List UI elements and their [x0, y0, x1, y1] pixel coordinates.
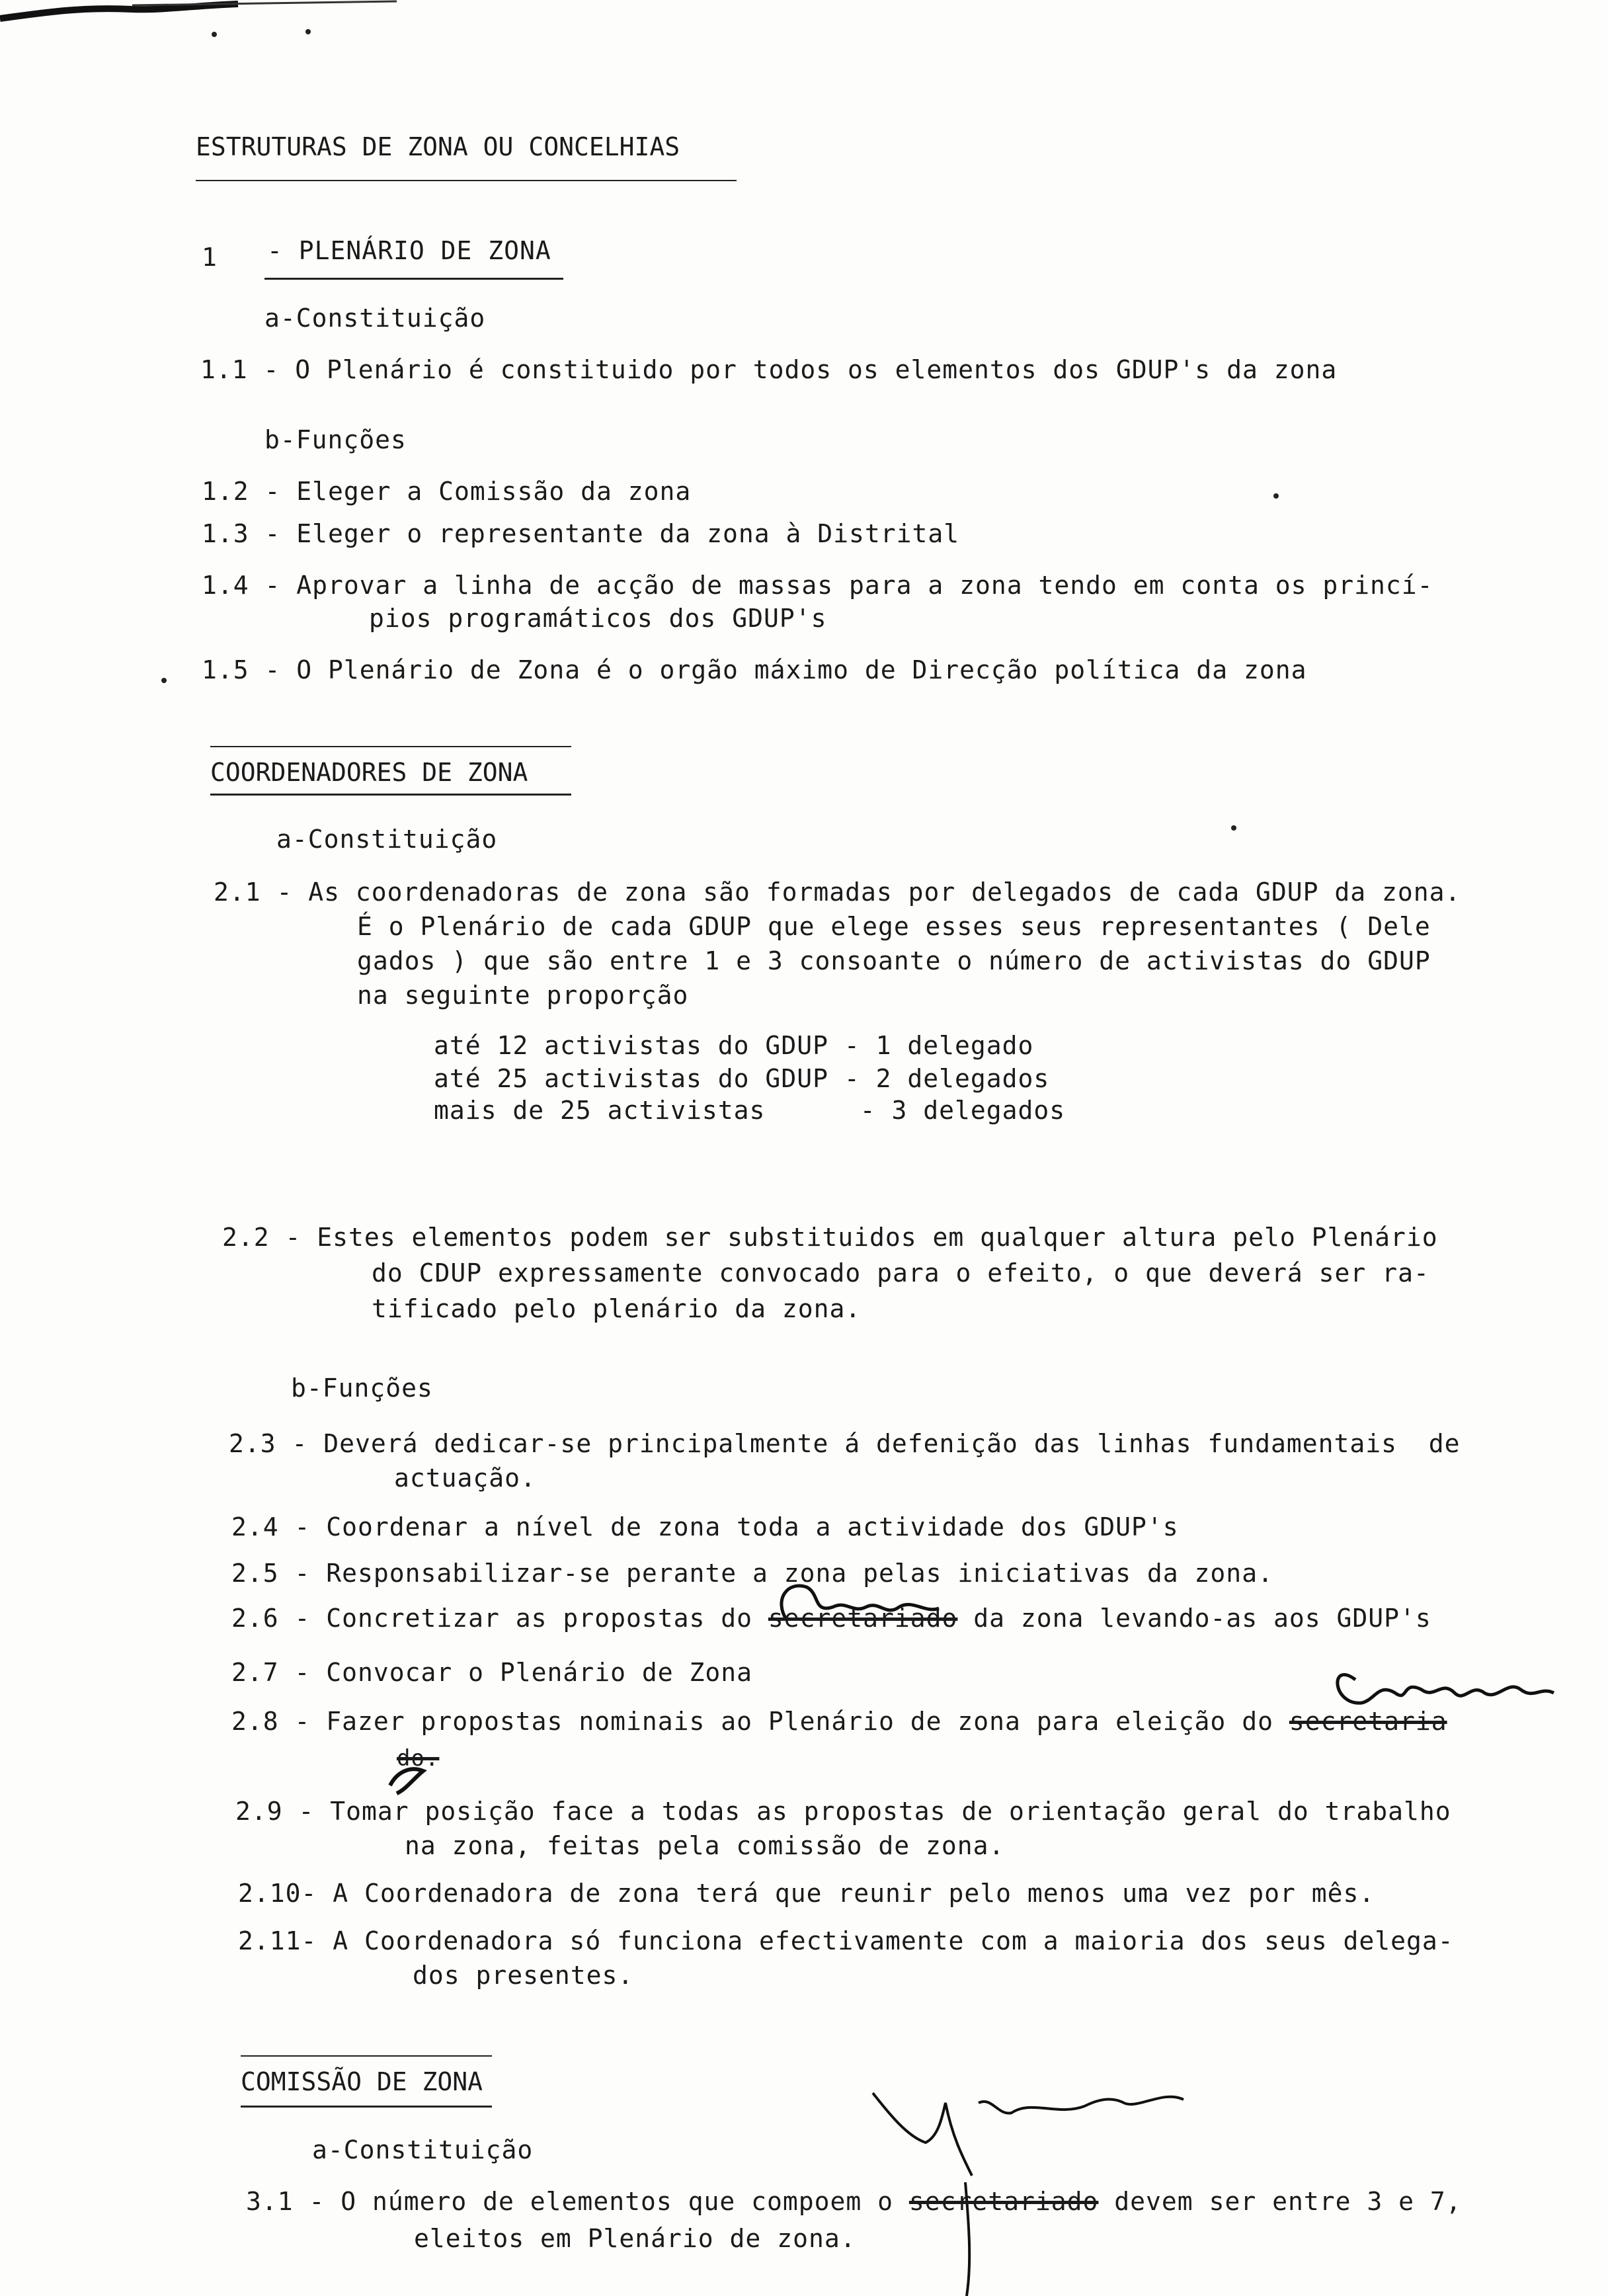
clause-3-1-text: 3.1 - O número de elementos que compoem o: [246, 2187, 909, 2216]
section-rule: [264, 278, 563, 280]
struck-word-secretaria: secretaria: [1289, 1707, 1447, 1736]
clause-2-3: 2.3 - Deverá dedicar-se principalmente á defenição das linhas fundamentais de: [229, 1429, 1461, 1458]
proportion-row: até 25 activistas do GDUP - 2 delegados: [434, 1064, 1050, 1093]
struck-word-secretariado: secretariado: [768, 1604, 958, 1633]
clause-2-6-text-end: da zona levando-as aos GDUP's: [957, 1604, 1431, 1633]
clause-2-6-text: 2.6 - Concretizar as propostas do: [231, 1604, 768, 1633]
clause-2-2-cont: do CDUP expressamente convocado para o efeito, o que deverá ser ra-: [372, 1258, 1429, 1288]
heading-constituicao: a-Constituição: [276, 825, 498, 854]
clause-2-10: 2.10- A Coordenadora de zona terá que reunir pelo menos uma vez por mês.: [238, 1879, 1375, 1908]
clause-2-8-text: 2.8 - Fazer propostas nominais ao Plenário de zona para eleição do: [231, 1707, 1289, 1736]
section-rule: [241, 2106, 492, 2108]
proportion-row: mais de 25 activistas - 3 delegados: [434, 1096, 1066, 1125]
clause-2-7: 2.7 - Convocar o Plenário de Zona: [231, 1658, 752, 1687]
heading-constituicao: a-Constituição: [264, 304, 486, 333]
clause-3-1-cont: eleitos em Plenário de zona.: [414, 2224, 856, 2253]
clause-2-8: [231, 1706, 1447, 1737]
clause-1-4: 1.4 - Aprovar a linha de acção de massas para a zona tendo em conta os princí-: [202, 571, 1433, 600]
scan-dot: [1231, 825, 1236, 831]
heading-funcoes: b-Funções: [264, 425, 407, 454]
clause-1-3: 1.3 - Eleger o representante da zona à Distrital: [202, 519, 960, 548]
scan-dot: [212, 32, 217, 37]
clause-2-2-cont: tificado pelo plenário da zona.: [372, 1294, 862, 1323]
clause-2-11: 2.11- A Coordenadora só funciona efectivamente com a maioria dos seus delega-: [238, 1926, 1454, 1955]
section-title-comissao: COMISSÃO DE ZONA: [241, 2067, 483, 2096]
subsection-title-plenario: - PLENÁRIO DE ZONA: [267, 236, 551, 265]
clause-2-1-cont: É o Plenário de cada GDUP que elege esses seus representantes ( Dele: [357, 912, 1431, 941]
clause-2-2: 2.2 - Estes elementos podem ser substituidos em qualquer altura pelo Plenário: [222, 1223, 1438, 1252]
clause-3-1-text-end: devem ser entre 3 e 7,: [1098, 2187, 1462, 2216]
clause-2-9-cont: na zona, feitas pela comissão de zona.: [405, 1831, 1005, 1860]
clause-1-1: 1.1 - O Plenário é constituido por todos os elementos dos GDUP's da zona: [200, 355, 1338, 384]
clause-2-1: 2.1 - As coordenadoras de zona são formadas por delegados de cada GDUP da zona.: [214, 878, 1461, 907]
section-title-coordenadores: COORDENADORES DE ZONA: [210, 758, 528, 787]
heading-constituicao: a-Constituição: [312, 2135, 534, 2164]
clause-1-5: 1.5 - O Plenário de Zona é o orgão máximo de Direcção política da zona: [202, 655, 1307, 684]
clause-1-4-cont: pios programáticos dos GDUP's: [369, 604, 827, 633]
section-title-estruturas: ESTRUTURAS DE ZONA OU CONCELHIAS: [196, 132, 680, 161]
clause-2-9: 2.9 - Tomar posição face a todas as propostas de orientação geral do trabalho: [235, 1797, 1451, 1826]
heading-funcoes: b-Funções: [291, 1374, 433, 1403]
scan-dot: [1273, 493, 1279, 499]
clause-2-6: [231, 1603, 1431, 1633]
struck-word-secretariado: secretariado: [908, 2187, 1099, 2216]
clause-2-1-cont: gados ) que são entre 1 e 3 consoante o número de activistas do GDUP: [357, 946, 1431, 975]
section-rule: [196, 180, 737, 181]
handwritten-correction-comissao: [1338, 1674, 1554, 1703]
clause-2-11-cont: dos presentes.: [413, 1961, 634, 1990]
section-rule: [210, 794, 571, 796]
item-number-1: 1: [202, 243, 218, 272]
clause-2-1-cont: na seguinte proporção: [357, 981, 689, 1010]
clause-2-3-cont: actuação.: [394, 1463, 536, 1493]
scan-dot: [161, 678, 167, 683]
clause-2-5: 2.5 - Responsabilizar-se perante a zona pelas iniciativas da zona.: [231, 1559, 1273, 1588]
clause-3-1: [246, 2186, 1462, 2217]
clause-1-2: 1.2 - Eleger a Comissão da zona: [202, 477, 692, 506]
section-rule: [210, 746, 571, 747]
proportion-row: até 12 activistas do GDUP - 1 delegado: [434, 1031, 1034, 1060]
scan-dot: [305, 29, 311, 34]
clause-2-4: 2.4 - Coordenar a nível de zona toda a actividade dos GDUP's: [231, 1512, 1179, 1541]
clause-2-8-struck-tail: do.: [397, 1745, 440, 1772]
section-rule: [241, 2055, 492, 2057]
